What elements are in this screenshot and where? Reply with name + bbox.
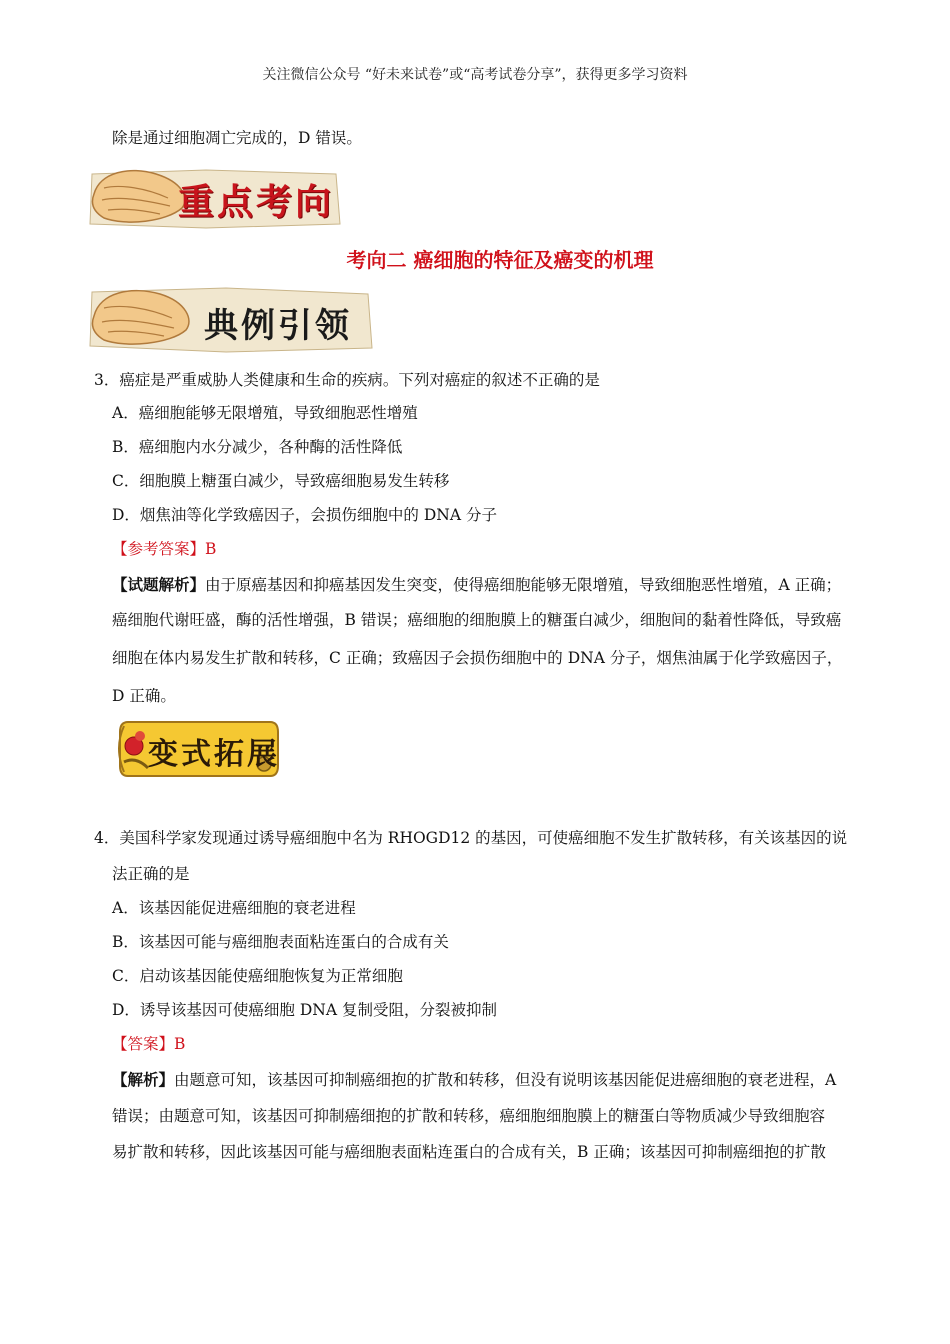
q4-analysis-label: 【解析】 — [112, 1070, 175, 1089]
q4-analysis-line-1 — [112, 1070, 836, 1090]
q4-option-b: B．该基因可能与癌细胞表面粘连蛋白的合成有关 — [112, 933, 449, 951]
q3-analysis-text-1: 由于原癌基因和抑癌基因发生突变，使得癌细胞能够无限增殖，导致细胞恶性增殖，A 正确； — [205, 576, 842, 594]
q4-stem-line-2: 法正确的是 — [112, 865, 190, 883]
q4-analysis-line-2: 错误；由题意可知，该基因可抑制癌细抱的扩散和转移，癌细胞细胞膜上的糖蛋白等物质减少导致细胞容 — [112, 1107, 826, 1125]
focus-banner-title: 重点考向 — [178, 181, 335, 223]
q4-analysis-line-3: 易扩散和转移，因此该基因可能与癌细胞表面粘连蛋白的合成有关，B 正确；该基因可抑制癌细抱的扩散 — [112, 1143, 826, 1161]
q4-analysis-text-1: 由题意可知，该基因可抑制癌细抱的扩散和转移，但没有说明该基因能促进癌细胞的衰老进程，A — [174, 1071, 837, 1089]
q4-option-d: D．诱导该基因可使癌细胞 DNA 复制受阻，分裂被抑制 — [112, 1001, 497, 1019]
q4-answer-label: 【答案】 — [112, 1035, 175, 1053]
q3-analysis-line-2: 癌细胞代谢旺盛，酶的活性增强，B 错误；癌细胞的细胞膜上的糖蛋白减少，细胞间的黏着性降低，导致癌 — [112, 611, 842, 629]
q4-option-a: A．该基因能促进癌细胞的衰老进程 — [112, 899, 356, 917]
q3-answer-value: B — [205, 540, 217, 558]
q4-answer — [112, 1034, 185, 1054]
q3-option-b: B．癌细胞内水分减少，各种酶的活性降低 — [112, 438, 403, 456]
header-notice: 关注微信公众号 “好未来试卷”或“高考试卷分享”，获得更多学习资料 — [262, 67, 688, 83]
q3-option-c: C．细胞膜上糖蛋白减少，导致癌细胞易发生转移 — [112, 472, 450, 490]
q3-option-d: D．烟焦油等化学致癌因子，会损伤细胞中的 DNA 分子 — [112, 506, 497, 524]
focus-banner — [86, 164, 346, 232]
q3-answer — [112, 539, 216, 559]
q3-stem: 3．癌症是严重威胁人类健康和生命的疾病。下列对癌症的叙述不正确的是 — [94, 371, 600, 389]
q3-analysis-line-4: D 正确。 — [112, 687, 176, 705]
q3-analysis-line-3: 细胞在体内易发生扩散和转移，C 正确；致癌因子会损伤细胞中的 DNA 分子，烟焦油属于化学致癌因子， — [112, 649, 843, 667]
intro-line: 除是通过细胞凋亡完成的，D 错误。 — [112, 129, 362, 147]
example-banner — [86, 284, 376, 356]
example-banner-title: 典例引领 — [204, 306, 352, 346]
q3-option-a: A．癌细胞能够无限增殖，导致细胞恶性增殖 — [112, 404, 418, 422]
q4-stem-line-1: 4．美国科学家发现通过诱导癌细胞中名为 RHOGD12 的基因，可使癌细胞不发生扩散转移，有关该基因的说 — [94, 829, 848, 847]
q3-analysis-label: 【试题解析】 — [112, 575, 206, 594]
q4-answer-value: B — [174, 1035, 186, 1053]
q3-analysis-line-1 — [112, 575, 841, 595]
q3-answer-label: 【参考答案】 — [112, 540, 206, 558]
section-title: 考向二 癌细胞的特征及癌变的机理 — [346, 248, 654, 272]
variation-banner-title: 变式拓展 — [148, 737, 280, 772]
q4-option-c: C．启动该基因能使癌细胞恢复为正常细胞 — [112, 967, 403, 985]
variation-banner — [114, 712, 284, 784]
